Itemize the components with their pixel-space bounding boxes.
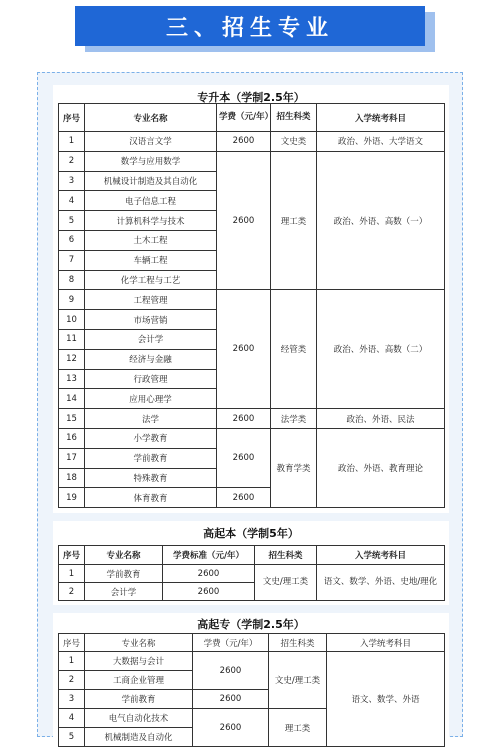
- header-exam: 入学统考科目: [317, 546, 445, 565]
- row-major: 汉语言文学: [85, 132, 217, 152]
- group-exam: 政治、外语、教育理论: [317, 428, 445, 507]
- header-no: 序号: [59, 634, 85, 652]
- row-major: 电气自动化技术: [85, 709, 193, 728]
- row-major: 法学: [85, 409, 217, 429]
- group-exam: 语文、数学、外语、史地/理化: [317, 565, 445, 601]
- row-no: 1: [59, 565, 85, 583]
- row-major: 数学与应用数学: [85, 151, 217, 171]
- row-exam: 政治、外语、大学语文: [317, 132, 445, 152]
- row-no: 3: [59, 690, 85, 709]
- gaoqiben-table: [58, 545, 445, 601]
- row-no: 4: [59, 191, 85, 211]
- table-row: [59, 565, 445, 583]
- row-major: 计算机科学与技术: [85, 211, 217, 231]
- row-major: 化学工程与工艺: [85, 270, 217, 290]
- row-major: 机械设计制造及其自动化: [85, 171, 217, 191]
- section-title: 专升本（学制2.5年）: [197, 91, 305, 104]
- group-category: 教育学类: [271, 428, 317, 507]
- zhuanshengben-table: [58, 103, 445, 508]
- row-no: 9: [59, 290, 85, 310]
- section-title: 高起本（学制5年）: [203, 527, 299, 540]
- group-fee: 2600: [217, 151, 271, 290]
- table-header-row: [59, 104, 445, 132]
- row-no: 5: [59, 211, 85, 231]
- row-no: 19: [59, 488, 85, 508]
- row-major: 小学教育: [85, 428, 217, 448]
- row-no: 13: [59, 369, 85, 389]
- row-no: 2: [59, 151, 85, 171]
- header-category: 招生科类: [255, 546, 317, 565]
- group-fee: 2600: [217, 428, 271, 487]
- row-major: 行政管理: [85, 369, 217, 389]
- group-category: 文史/理工类: [269, 652, 327, 709]
- group-category: 理工类: [269, 709, 327, 747]
- row-no: 18: [59, 468, 85, 488]
- table-row: [59, 290, 445, 310]
- row-no: 6: [59, 230, 85, 250]
- row-major: 车辆工程: [85, 250, 217, 270]
- row-no: 7: [59, 250, 85, 270]
- row-no: 4: [59, 709, 85, 728]
- row-fee: 2600: [217, 488, 271, 508]
- row-fee: 2600: [163, 583, 255, 601]
- gaoqizhuan-table: [58, 633, 445, 747]
- header-exam: 入学统考科目: [327, 634, 445, 652]
- header-banner: [0, 0, 500, 60]
- group-fee: 2600: [193, 652, 269, 690]
- row-fee: 2600: [217, 132, 271, 152]
- table-row: [59, 132, 445, 152]
- row-category: 法学类: [271, 409, 317, 429]
- row-no: 3: [59, 171, 85, 191]
- row-major: 市场营销: [85, 310, 217, 330]
- header-category: 招生科类: [271, 104, 317, 132]
- group-exam: 政治、外语、高数（二）: [317, 290, 445, 409]
- header-major: 专业名称: [85, 634, 193, 652]
- row-no: 2: [59, 671, 85, 690]
- row-major: 工程管理: [85, 290, 217, 310]
- row-fee: 2600: [163, 565, 255, 583]
- row-no: 2: [59, 583, 85, 601]
- group-fee: 2600: [193, 709, 269, 747]
- header-major: 专业名称: [85, 546, 163, 565]
- row-major: 电子信息工程: [85, 191, 217, 211]
- section-title: 高起专（学制2.5年）: [197, 618, 305, 631]
- row-major: 学前教育: [85, 565, 163, 583]
- table-row: [59, 428, 445, 448]
- banner-title: 三、招生专业: [75, 6, 425, 46]
- row-no: 15: [59, 409, 85, 429]
- row-no: 8: [59, 270, 85, 290]
- row-no: 17: [59, 448, 85, 468]
- row-category: 文史类: [271, 132, 317, 152]
- row-no: 1: [59, 652, 85, 671]
- group-fee: 2600: [217, 290, 271, 409]
- section-gaoqiben: [53, 521, 449, 605]
- group-category: 理工类: [271, 151, 317, 290]
- row-major: 土木工程: [85, 230, 217, 250]
- row-major: 经济与金融: [85, 349, 217, 369]
- group-exam: 政治、外语、高数（一）: [317, 151, 445, 290]
- group-exam: 语文、数学、外语: [327, 652, 445, 747]
- group-category: 文史/理工类: [255, 565, 317, 601]
- header-fee: 学费（元/年）: [193, 634, 269, 652]
- section-zhuanshengben: [53, 85, 449, 513]
- table-row: [59, 652, 445, 671]
- row-major: 工商企业管理: [85, 671, 193, 690]
- header-exam: 入学统考科目: [317, 104, 445, 132]
- group-category: 经管类: [271, 290, 317, 409]
- row-major: 应用心理学: [85, 389, 217, 409]
- header-fee: 学费（元/年）: [217, 104, 271, 132]
- header-no: 序号: [59, 104, 85, 132]
- header-major: 专业名称: [85, 104, 217, 132]
- table-row: [59, 409, 445, 429]
- row-major: 学前教育: [85, 690, 193, 709]
- content-frame: [37, 72, 463, 743]
- row-no: 11: [59, 329, 85, 349]
- row-major: 体育教育: [85, 488, 217, 508]
- row-major: 机械制造及自动化: [85, 728, 193, 747]
- row-major: 会计学: [85, 583, 163, 601]
- row-major: 学前教育: [85, 448, 217, 468]
- row-no: 16: [59, 428, 85, 448]
- row-major: 大数据与会计: [85, 652, 193, 671]
- header-fee: 学费标准（元/年）: [163, 546, 255, 565]
- table-row: [59, 151, 445, 171]
- row-fee: 2600: [217, 409, 271, 429]
- row-no: 10: [59, 310, 85, 330]
- header-category: 招生科类: [269, 634, 327, 652]
- section-gaoqizhuan: [53, 613, 449, 743]
- row-no: 5: [59, 728, 85, 747]
- row-fee: 2600: [193, 690, 269, 709]
- row-major: 会计学: [85, 329, 217, 349]
- row-no: 12: [59, 349, 85, 369]
- table-header-row: [59, 546, 445, 565]
- table-header-row: [59, 634, 445, 652]
- row-no: 1: [59, 132, 85, 152]
- row-no: 14: [59, 389, 85, 409]
- header-no: 序号: [59, 546, 85, 565]
- row-major: 特殊教育: [85, 468, 217, 488]
- row-exam: 政治、外语、民法: [317, 409, 445, 429]
